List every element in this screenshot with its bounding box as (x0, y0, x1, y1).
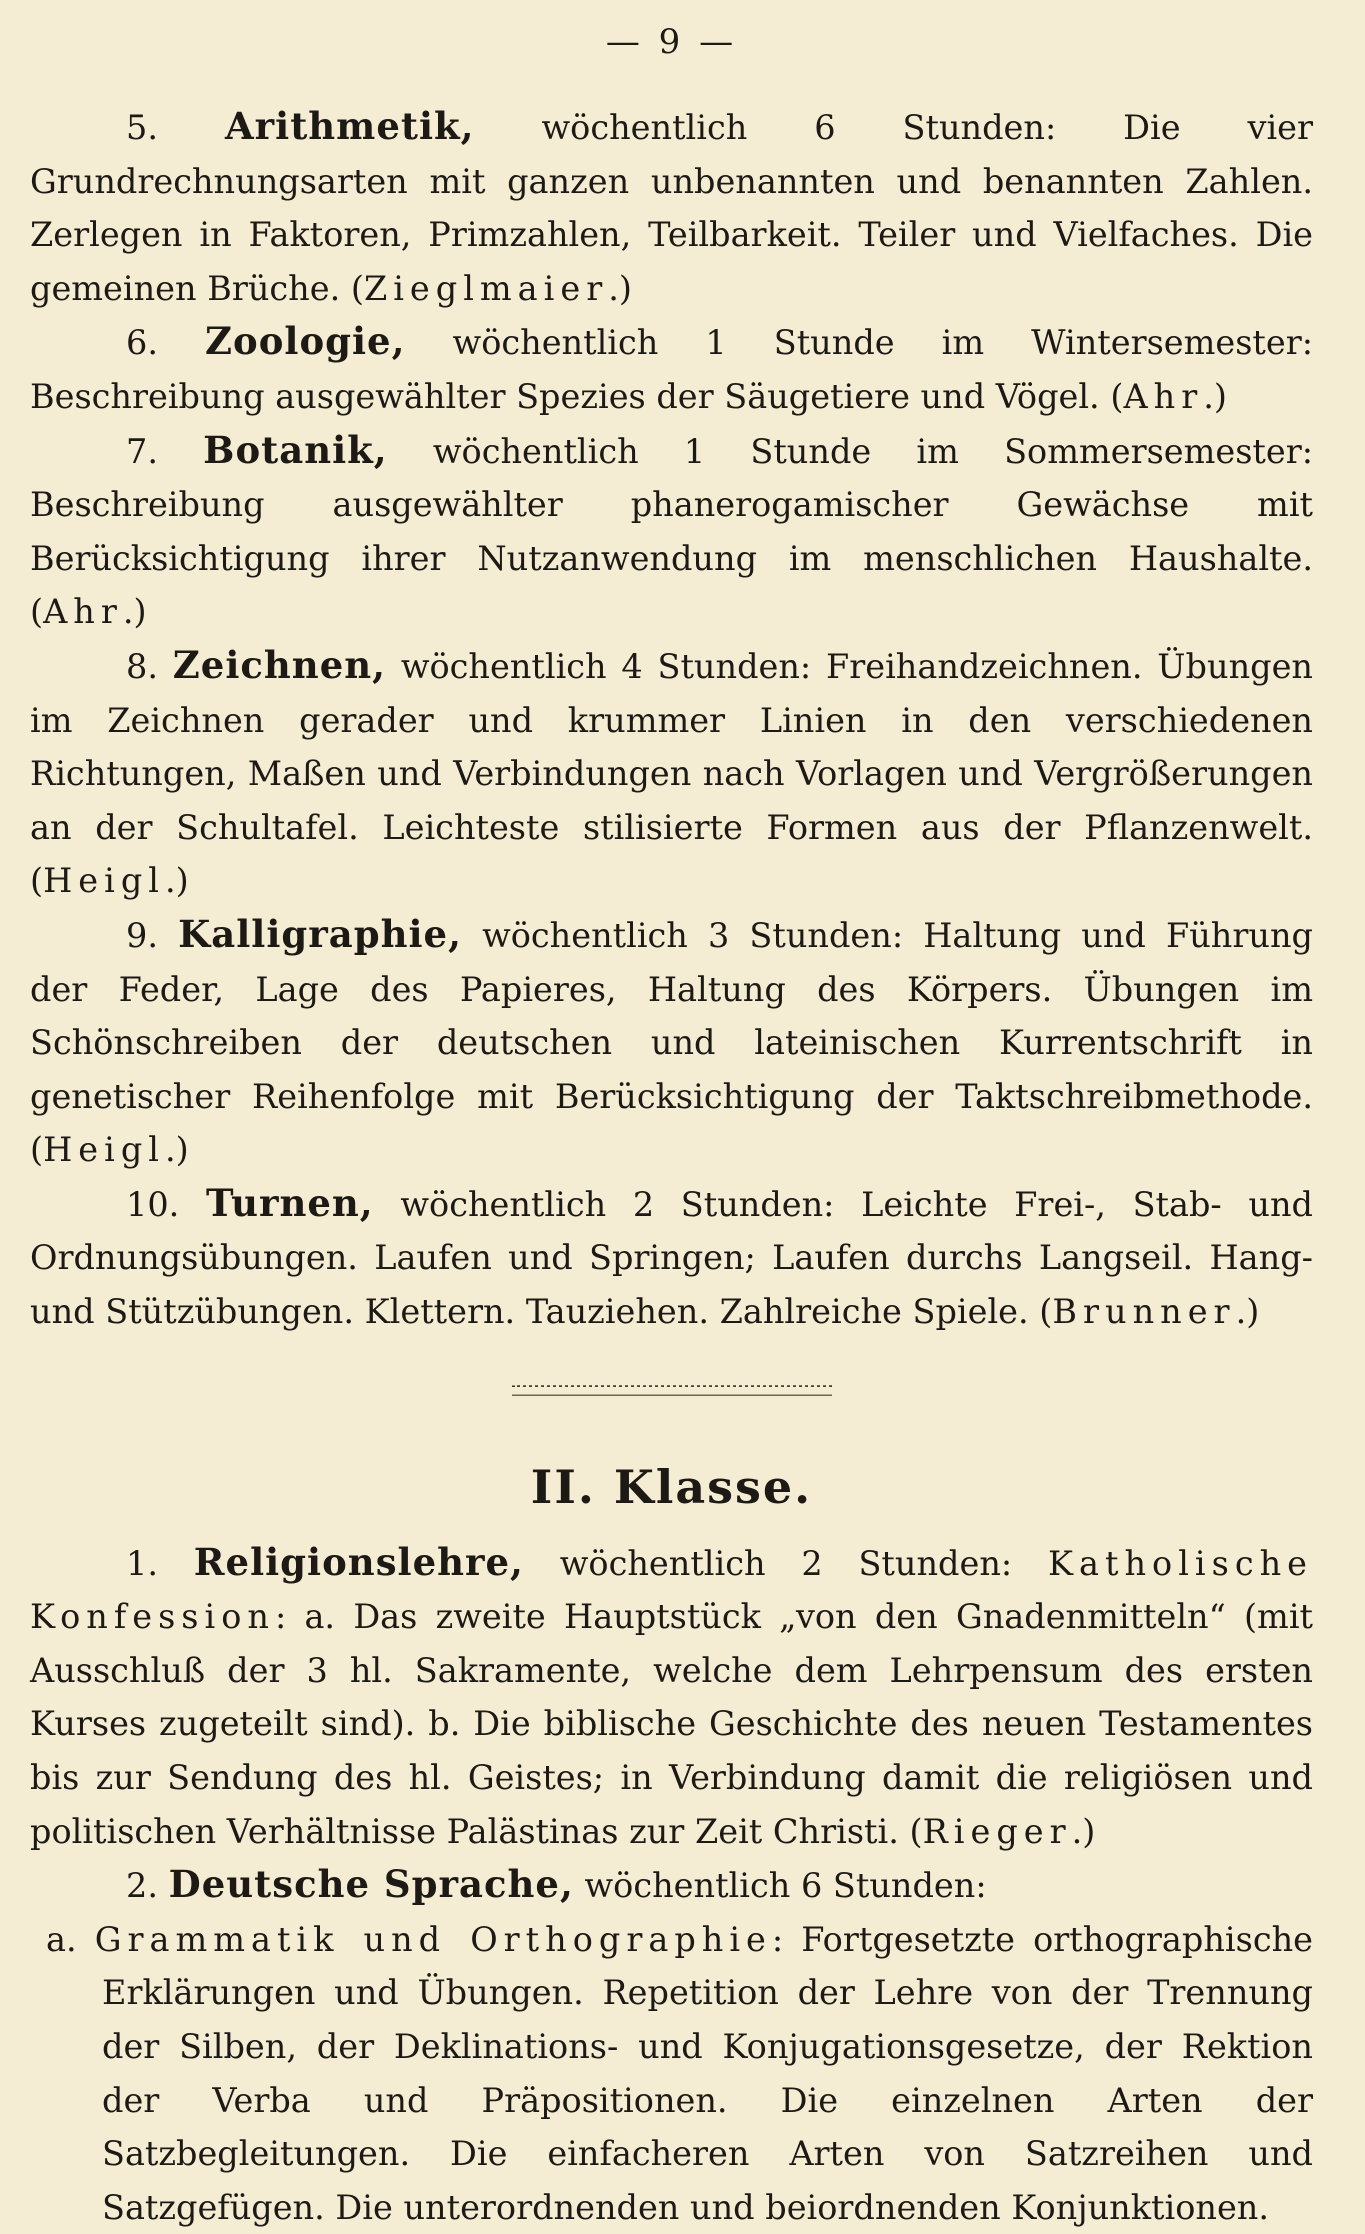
subject-heading: Deutsche Sprache, (168, 1862, 574, 1907)
subject-religionslehre (30, 1536, 1313, 1859)
subject-heading: Zoologie, (205, 319, 406, 364)
subject-heading: Botanik, (203, 427, 388, 472)
closing-paren: .) (122, 592, 147, 632)
item-number: 2. (126, 1866, 158, 1906)
subtopic-description: : Fortgesetzte orthographische Erklärungen und Übungen. Repetition der Lehre von der Trennung der Silben, der Deklinations- und Konjugationsgesetze, der Rektion der Verba und Präpositionen. Die einzelnen Arten der Satzbegleitungen. Die einfacheren Arten von Satzreihen und Satzgefügen. Die unterordnenden und beiordnenden Konjunktionen. (102, 1919, 1313, 2227)
item-number: 7. (126, 431, 158, 471)
teacher-name: Brunner (1052, 1292, 1236, 1332)
closing-paren: .) (1203, 376, 1227, 416)
closing-paren: .) (165, 861, 189, 901)
closing-paren: .) (1071, 1811, 1096, 1851)
subtopic-grammatik (30, 1913, 1313, 2234)
subject-heading: Turnen, (205, 1180, 374, 1225)
section-divider (512, 1385, 832, 1395)
teacher-name: Ahr (1123, 376, 1204, 416)
item-number: 1. (126, 1543, 158, 1583)
subject-kalligraphie (30, 908, 1313, 1177)
subject-arithmetik (30, 100, 1313, 315)
item-number: 6. (126, 323, 158, 363)
teacher-name: Heigl (43, 1130, 165, 1170)
closing-paren: .) (165, 1130, 189, 1170)
subject-description: wöchentlich 6 Stunden: (573, 1866, 987, 1906)
teacher-name: Heigl (43, 861, 165, 901)
subject-description: wöchentlich 1 Stunde im Wintersemester: Beschreibung ausgewählter Spezies der Säugetiere und Vögel. ( (30, 323, 1313, 416)
subject-zoologie (30, 315, 1313, 423)
teacher-name: Zieglmaier (363, 268, 609, 308)
subject-description: wöchentlich 1 Stunde im Sommersemester: Beschreibung ausgewählter phanerogamischer Gewächse mit Berücksichtigung ihrer Nutzanwendung im menschlichen Haushalte. ( (30, 431, 1313, 632)
item-number: 8. (126, 646, 158, 686)
subject-description: wöchentlich 3 Stunden: Haltung und Führung der Feder, Lage des Papieres, Haltung des Körpers. Übungen im Schönschreiben der deutschen und lateinischen Kurrentschrift in genetischer Reihenfolge mit Berücksichtigung der Taktschreibmethode. ( (30, 915, 1313, 1170)
subject-zeichnen (30, 639, 1313, 908)
confession-label: Katholische Konfession (30, 1543, 1313, 1637)
subject-description: wöchentlich 2 Stunden: Leichte Frei-, Stab- und Ordnungsübungen. Laufen und Springen; Laufen durchs Langseil. Hang- und Stützübungen. Klettern. Tauziehen. Zahlreiche Spiele. ( (30, 1184, 1313, 1332)
subtopic-heading: Grammatik und Orthographie (94, 1919, 772, 1959)
subtopic-letter: a. (46, 1919, 77, 1959)
page-number: — 9 — (605, 22, 738, 62)
subject-botanik (30, 424, 1313, 639)
teacher-name: Ahr (43, 592, 123, 632)
subject-description: wöchentlich 4 Stunden: Freihandzeichnen. Übungen im Zeichnen gerader und krummer Linien in den verschiedenen Richtungen, Maßen und Verbindungen nach Vorlagen und Vergrößerungen an der Schultafel. Leichteste stilisierte Formen aus der Pflanzenwelt. ( (30, 646, 1313, 901)
subject-heading: Arithmetik, (224, 104, 475, 148)
item-number: 10. (126, 1184, 180, 1224)
subject-deutsche-sprache (30, 1858, 1313, 1913)
section-title: II. Klasse. (530, 1459, 813, 1514)
subject-description-continued: : a. Das zweite Hauptstück „von den Gnadenmitteln“ (mit Ausschluß der 3 hl. Sakramente, welche dem Lehrpensum des ersten Kurses zugeteilt sind). b. Die biblische Geschichte des neuen Testamentes bis zur Sendung des hl. Geistes; in Verbindung damit die religiösen und politischen Verhältnisse Palästinas zur Zeit Christi. ( (30, 1597, 1313, 1851)
subject-heading: Religionslehre, (193, 1539, 524, 1584)
subject-turnen (30, 1177, 1313, 1339)
item-number: 5. (126, 108, 158, 147)
subject-description: wöchentlich 6 Stunden: Die vier Grundrechnungsarten mit ganzen unbenannten und benannten Zahlen. Zerlegen in Faktoren, Primzahlen, Teilbarkeit. Teiler und Vielfaches. Die gemeinen Brüche. ( (30, 108, 1314, 308)
closing-paren: .) (608, 268, 632, 308)
closing-paren: .) (1235, 1292, 1260, 1332)
subject-heading: Kalligraphie, (178, 911, 462, 956)
subject-heading: Zeichnen, (172, 642, 387, 687)
teacher-name: Rieger (922, 1811, 1072, 1851)
subject-description: wöchentlich 2 Stunden: (523, 1543, 1048, 1583)
item-number: 9. (126, 915, 158, 955)
